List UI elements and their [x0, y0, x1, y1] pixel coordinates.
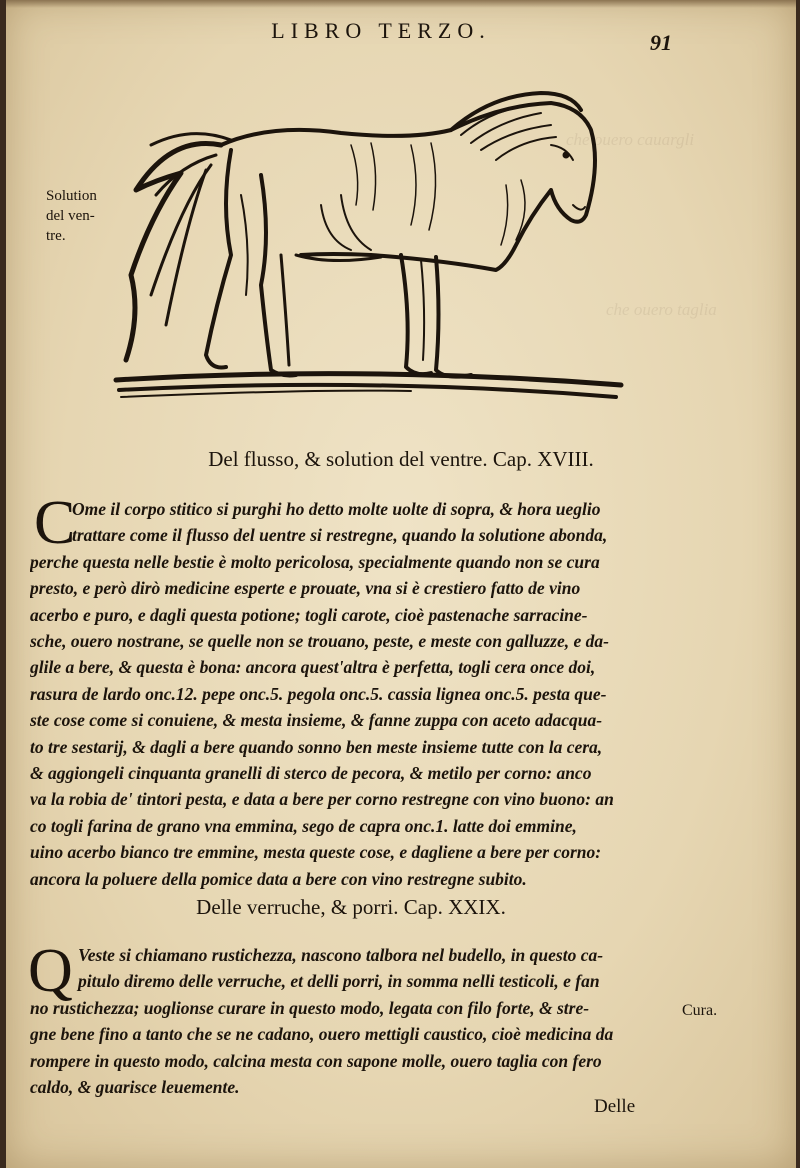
text-line: Ome il corpo stitico si purghi ho detto molte uolte di sopra, & hora ueglio	[72, 499, 601, 519]
page-number: 91	[650, 30, 672, 55]
text-line: rompere in questo modo, calcina mesta con sapone molle, ouero taglia con fero	[30, 1050, 602, 1071]
text-line: ste cose come si conuiene, & mesta insieme, & fanne zuppa con aceto adacqua-	[30, 710, 603, 731]
text-line: & aggiongeli cinquanta granelli di sterco de pecora, & metilo per corno: anco	[30, 763, 592, 784]
text-line: pitulo diremo delle verruche, et delli porri, in somma nelli testicoli, e fan	[78, 971, 600, 992]
text-line: sche, ouero nostrane, se quelle non se trouano, peste, e meste con galluzze, e da-	[30, 631, 609, 652]
text-line: co togli farina de grano vna emmina, sego de capra onc.1. latte doi emmine,	[30, 815, 577, 836]
bleed-through: che ouero taglia	[606, 300, 717, 319]
chapter-18-text	[30, 496, 698, 892]
text-line: acerbo e puro, e dagli questa potione; togli carote, cioè pastenache sarracine-	[30, 604, 588, 625]
marginal-note-solution	[46, 186, 126, 246]
running-title: LIBRO TERZO.	[271, 18, 491, 43]
horse-woodcut-illustration	[111, 85, 626, 410]
drop-cap-q: Q	[28, 937, 73, 1005]
text-line: presto, e però dirò medicine esperte e prouate, vna si è crestiero fatto de vino	[30, 578, 581, 599]
text-line: gne bene fino a tanto che se ne cadano, ouero mettigli caustico, cioè medicina da	[30, 1024, 614, 1045]
chapter-heading-18: Del flusso, & solution del ventre. Cap. XVIII.	[208, 447, 594, 471]
chapter-heading-29: Delle verruche, & porri. Cap. XXIX.	[196, 895, 506, 919]
page-edge	[6, 0, 796, 8]
text-line: rasura de lardo onc.12. pepe onc.5. pegola onc.5. cassia lignea onc.5. pesta que-	[30, 683, 607, 704]
bleed-through: che ouero cauargli	[566, 130, 695, 149]
chapter-29-text	[28, 937, 698, 1100]
text-line: uino acerbo bianco tre emmine, mesta queste cose, e dagliene a bere per corno:	[30, 842, 602, 863]
text-line: to tre sestarij, & dagli a bere quando sonno ben meste insieme tutte con la cera,	[30, 736, 603, 757]
text-line: perche questa nelle bestie è molto pericolosa, specialmente quando non se cura	[30, 551, 600, 572]
text-line: Veste si chiamano rustichezza, nascono talbora nel budello, in questo ca-	[78, 945, 604, 965]
text-line: glile a bere, & questa è bona: ancora quest'altra è perfetta, togli cera once doi,	[30, 657, 596, 678]
catchword: Delle	[594, 1096, 636, 1117]
drop-cap-c: C	[34, 489, 76, 557]
text-line: va la robia de' tintori pesta, e data a bere per corno restregne con vino buono: an	[30, 789, 614, 810]
text-line: caldo, & guarisce leuemente.	[30, 1077, 240, 1098]
book-page	[6, 0, 796, 1168]
text-line: no rustichezza; uoglionse curare in questo modo, legata con filo forte, & stre-	[30, 997, 590, 1018]
marginal-note-cura: Cura.	[682, 1002, 718, 1019]
text-line: trattare come il flusso del uentre si restregne, quando la solutione abonda,	[72, 525, 608, 546]
marginal-note-line: del ven-	[46, 208, 95, 224]
text-line: ancora la poluere della pomice data a bere con vino restregne subito.	[30, 868, 527, 889]
marginal-note-line: tre.	[46, 228, 66, 244]
marginal-note-line: Solution	[46, 188, 97, 204]
